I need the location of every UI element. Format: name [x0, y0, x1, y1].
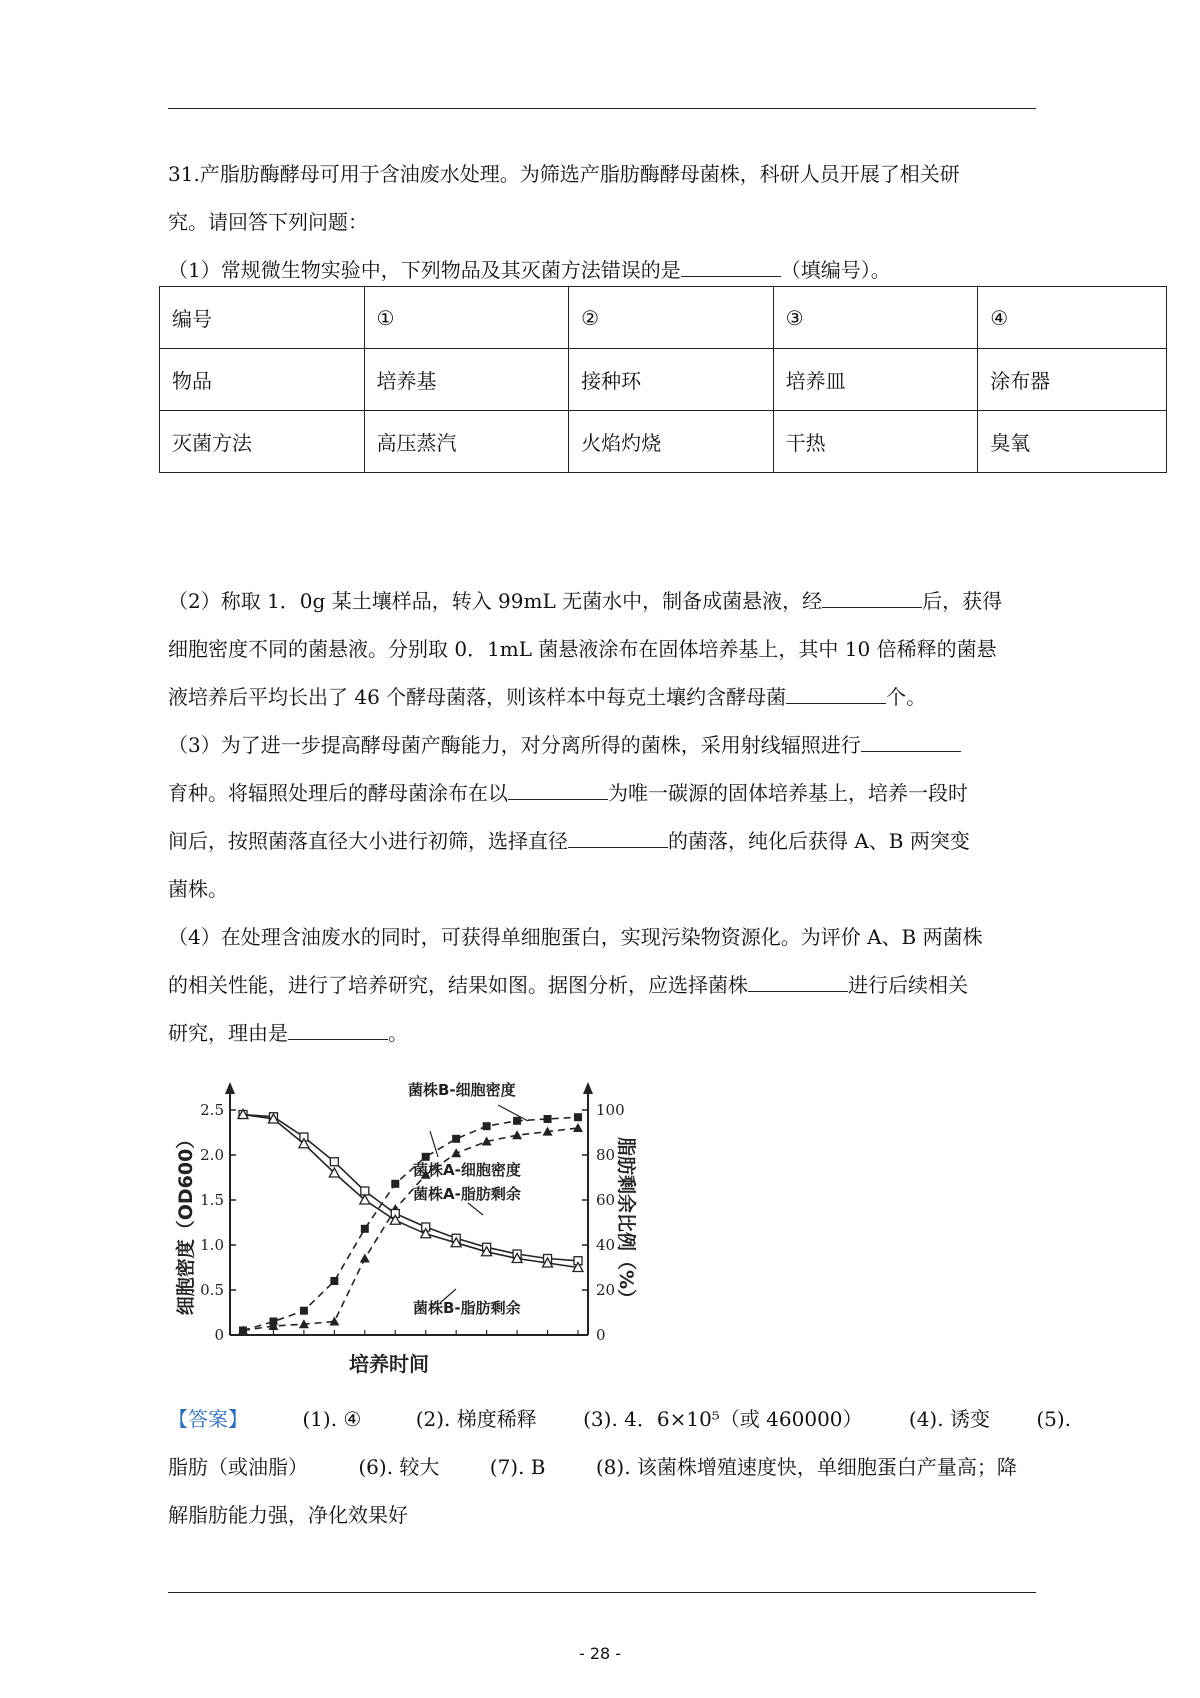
left-tick-label: 2.0	[200, 1146, 224, 1164]
q1-text: （1）常规微生物实验中，下列物品及其灭菌方法错误的是	[168, 258, 681, 282]
answer-item-5b: 脂肪（或油脂）	[168, 1455, 308, 1479]
answer-item-4: (4). 诱变	[908, 1407, 990, 1431]
data-point	[513, 1117, 521, 1125]
q2-line-2: 细胞密度不同的菌悬液。分别取 0．1mL 菌悬液涂布在固体培养基上，其中 10 倍稀释的菌悬	[168, 637, 997, 661]
data-point	[361, 1225, 369, 1233]
question-intro	[168, 150, 1036, 294]
series-line-0	[243, 1117, 578, 1330]
q2-text-end: 后，获得	[922, 589, 1003, 613]
q4-text-3-end: 。	[388, 1021, 408, 1045]
left-tick-label: 0	[214, 1326, 224, 1344]
q3-line-4: 菌株。	[168, 877, 228, 901]
question-2-3-4	[168, 577, 1036, 1057]
table-row	[160, 349, 1167, 411]
table-cell: 物品	[160, 349, 365, 411]
answer-line-1	[168, 1395, 1071, 1443]
q3-text: （3）为了进一步提高酵母菌产酶能力，对分离所得的菌株，采用射线辐照进行	[168, 733, 861, 757]
answer-item-6: (6). 较大	[358, 1455, 440, 1479]
answer-item-2: (2). 梯度稀释	[415, 1407, 537, 1431]
series-label: 菌株B-细胞密度	[408, 1081, 516, 1099]
q1-text-end: （填编号）。	[780, 258, 891, 282]
sterilization-table	[159, 286, 1167, 473]
answer-blank	[748, 973, 848, 992]
series-line-2	[243, 1115, 578, 1261]
q2-line-1	[168, 577, 1036, 625]
answer-tag: 【答案】	[168, 1407, 248, 1431]
series-label: 菌株A-细胞密度	[413, 1161, 521, 1179]
answer-item-7: (7). B	[489, 1455, 546, 1479]
q4-line-2	[168, 961, 1036, 1009]
table-cell: 灭菌方法	[160, 411, 365, 473]
right-tick-label: 60	[596, 1191, 616, 1209]
left-axis-label: 细胞密度（OD600）	[175, 1129, 197, 1316]
left-tick-label: 1.0	[200, 1236, 224, 1254]
q4-text-3: 研究，理由是	[168, 1021, 288, 1045]
q3-line-2	[168, 769, 1036, 817]
data-point	[330, 1277, 338, 1285]
answer-blank	[568, 829, 668, 848]
answer-blank	[822, 589, 922, 608]
q2-text: （2）称取 1．0g 某土壤样品，转入 99mL 无菌水中，制备成菌悬液，经	[168, 589, 823, 613]
q3-line-3	[168, 817, 1036, 865]
right-tick-label: 80	[596, 1146, 616, 1164]
left-axis-arrow	[225, 1082, 235, 1094]
data-point	[300, 1307, 308, 1315]
answer-item-8: (8). 该菌株增殖速度快，单细胞蛋白产量高；降	[595, 1455, 1017, 1479]
right-tick-label: 40	[596, 1236, 616, 1254]
data-point	[574, 1113, 582, 1121]
x-axis-label: 培养时间	[349, 1352, 429, 1376]
answer-blank	[288, 1021, 388, 1040]
q2-line-3	[168, 673, 1036, 721]
answer-line-2	[168, 1443, 1036, 1491]
table-cell: 干热	[773, 411, 978, 473]
bottom-rule	[168, 1592, 1036, 1593]
answer-blank	[786, 685, 886, 704]
table-row	[160, 287, 1167, 349]
table-cell: 涂布器	[978, 349, 1167, 411]
legend-leader	[468, 1203, 483, 1215]
left-tick-label: 1.5	[200, 1191, 224, 1209]
table-cell: 火焰灼烧	[569, 411, 774, 473]
data-point	[483, 1122, 491, 1130]
table-cell: ②	[569, 287, 774, 349]
answer-blank	[861, 733, 961, 752]
answer-block	[168, 1395, 1071, 1539]
data-point	[512, 1130, 522, 1139]
table-row	[160, 411, 1167, 473]
answer-item-3: (3). 4．6×10⁵（或 460000）	[583, 1407, 863, 1431]
data-point	[329, 1317, 339, 1326]
intro-line-1: 31.产脂肪酶酵母可用于含油废水处理。为筛选产脂肪酶酵母菌株，科研人员开展了相关研	[168, 162, 960, 186]
series-label: 菌株A-脂肪剩余	[413, 1185, 521, 1203]
series-line-1	[243, 1128, 578, 1331]
left-tick-label: 0.5	[200, 1281, 224, 1299]
data-point	[544, 1115, 552, 1123]
table-cell: 高压蒸汽	[364, 411, 569, 473]
table-cell: 臭氧	[978, 411, 1167, 473]
right-tick-label: 100	[596, 1101, 625, 1119]
table-cell: ③	[773, 287, 978, 349]
page-number: - 28 -	[578, 1644, 622, 1663]
right-tick-label: 20	[596, 1281, 616, 1299]
data-point	[391, 1180, 399, 1188]
series-label: 菌株B-脂肪剩余	[413, 1299, 521, 1317]
table-cell: 编号	[160, 287, 365, 349]
answer-blank	[508, 781, 608, 800]
table-cell: ④	[978, 287, 1167, 349]
table-cell: ①	[364, 287, 569, 349]
right-tick-label: 0	[596, 1326, 606, 1344]
q2-text-3: 液培养后平均长出了 46 个酵母菌落，则该样本中每克土壤约含酵母菌	[168, 685, 787, 709]
q4-text-2-end: 进行后续相关	[848, 973, 968, 997]
answer-line-3: 解脂肪能力强，净化效果好	[168, 1503, 408, 1527]
q3-text-3: 间后，按照菌落直径大小进行初筛，选择直径	[168, 829, 568, 853]
q4-line-3	[168, 1009, 1036, 1057]
table-cell: 接种环	[569, 349, 774, 411]
data-point	[360, 1254, 370, 1263]
top-rule	[168, 108, 1036, 109]
data-point	[422, 1153, 430, 1161]
q3-text-3-end: 的菌落，纯化后获得 A、B 两突变	[668, 829, 970, 853]
data-point	[330, 1158, 338, 1166]
legend-leader	[498, 1105, 528, 1121]
q3-line-1	[168, 721, 1036, 769]
q2-text-3-end: 个。	[886, 685, 927, 709]
culture-chart	[168, 1055, 637, 1385]
intro-line-2: 究。请回答下列问题：	[168, 210, 368, 234]
answer-blank	[681, 258, 781, 277]
data-point	[573, 1123, 583, 1132]
table-cell: 培养皿	[773, 349, 978, 411]
table-cell: 培养基	[364, 349, 569, 411]
answer-item-1: (1). ④	[302, 1407, 362, 1431]
q3-text-2: 育种。将辐照处理后的酵母菌涂布在以	[168, 781, 508, 805]
data-point	[452, 1135, 460, 1143]
q4-line-1: （4）在处理含油废水的同时，可获得单细胞蛋白，实现污染物资源化。为评价 A、B 两菌株	[168, 925, 983, 949]
answer-item-5: (5).	[1036, 1407, 1071, 1431]
q3-text-2-end: 为唯一碳源的固体培养基上，培养一段时	[608, 781, 968, 805]
q4-text-2: 的相关性能，进行了培养研究，结果如图。据图分析，应选择菌株	[168, 973, 748, 997]
right-axis-arrow	[583, 1082, 593, 1094]
left-tick-label: 2.5	[200, 1101, 224, 1119]
right-axis-label: 脂肪剩余比例（%）	[615, 1136, 637, 1309]
